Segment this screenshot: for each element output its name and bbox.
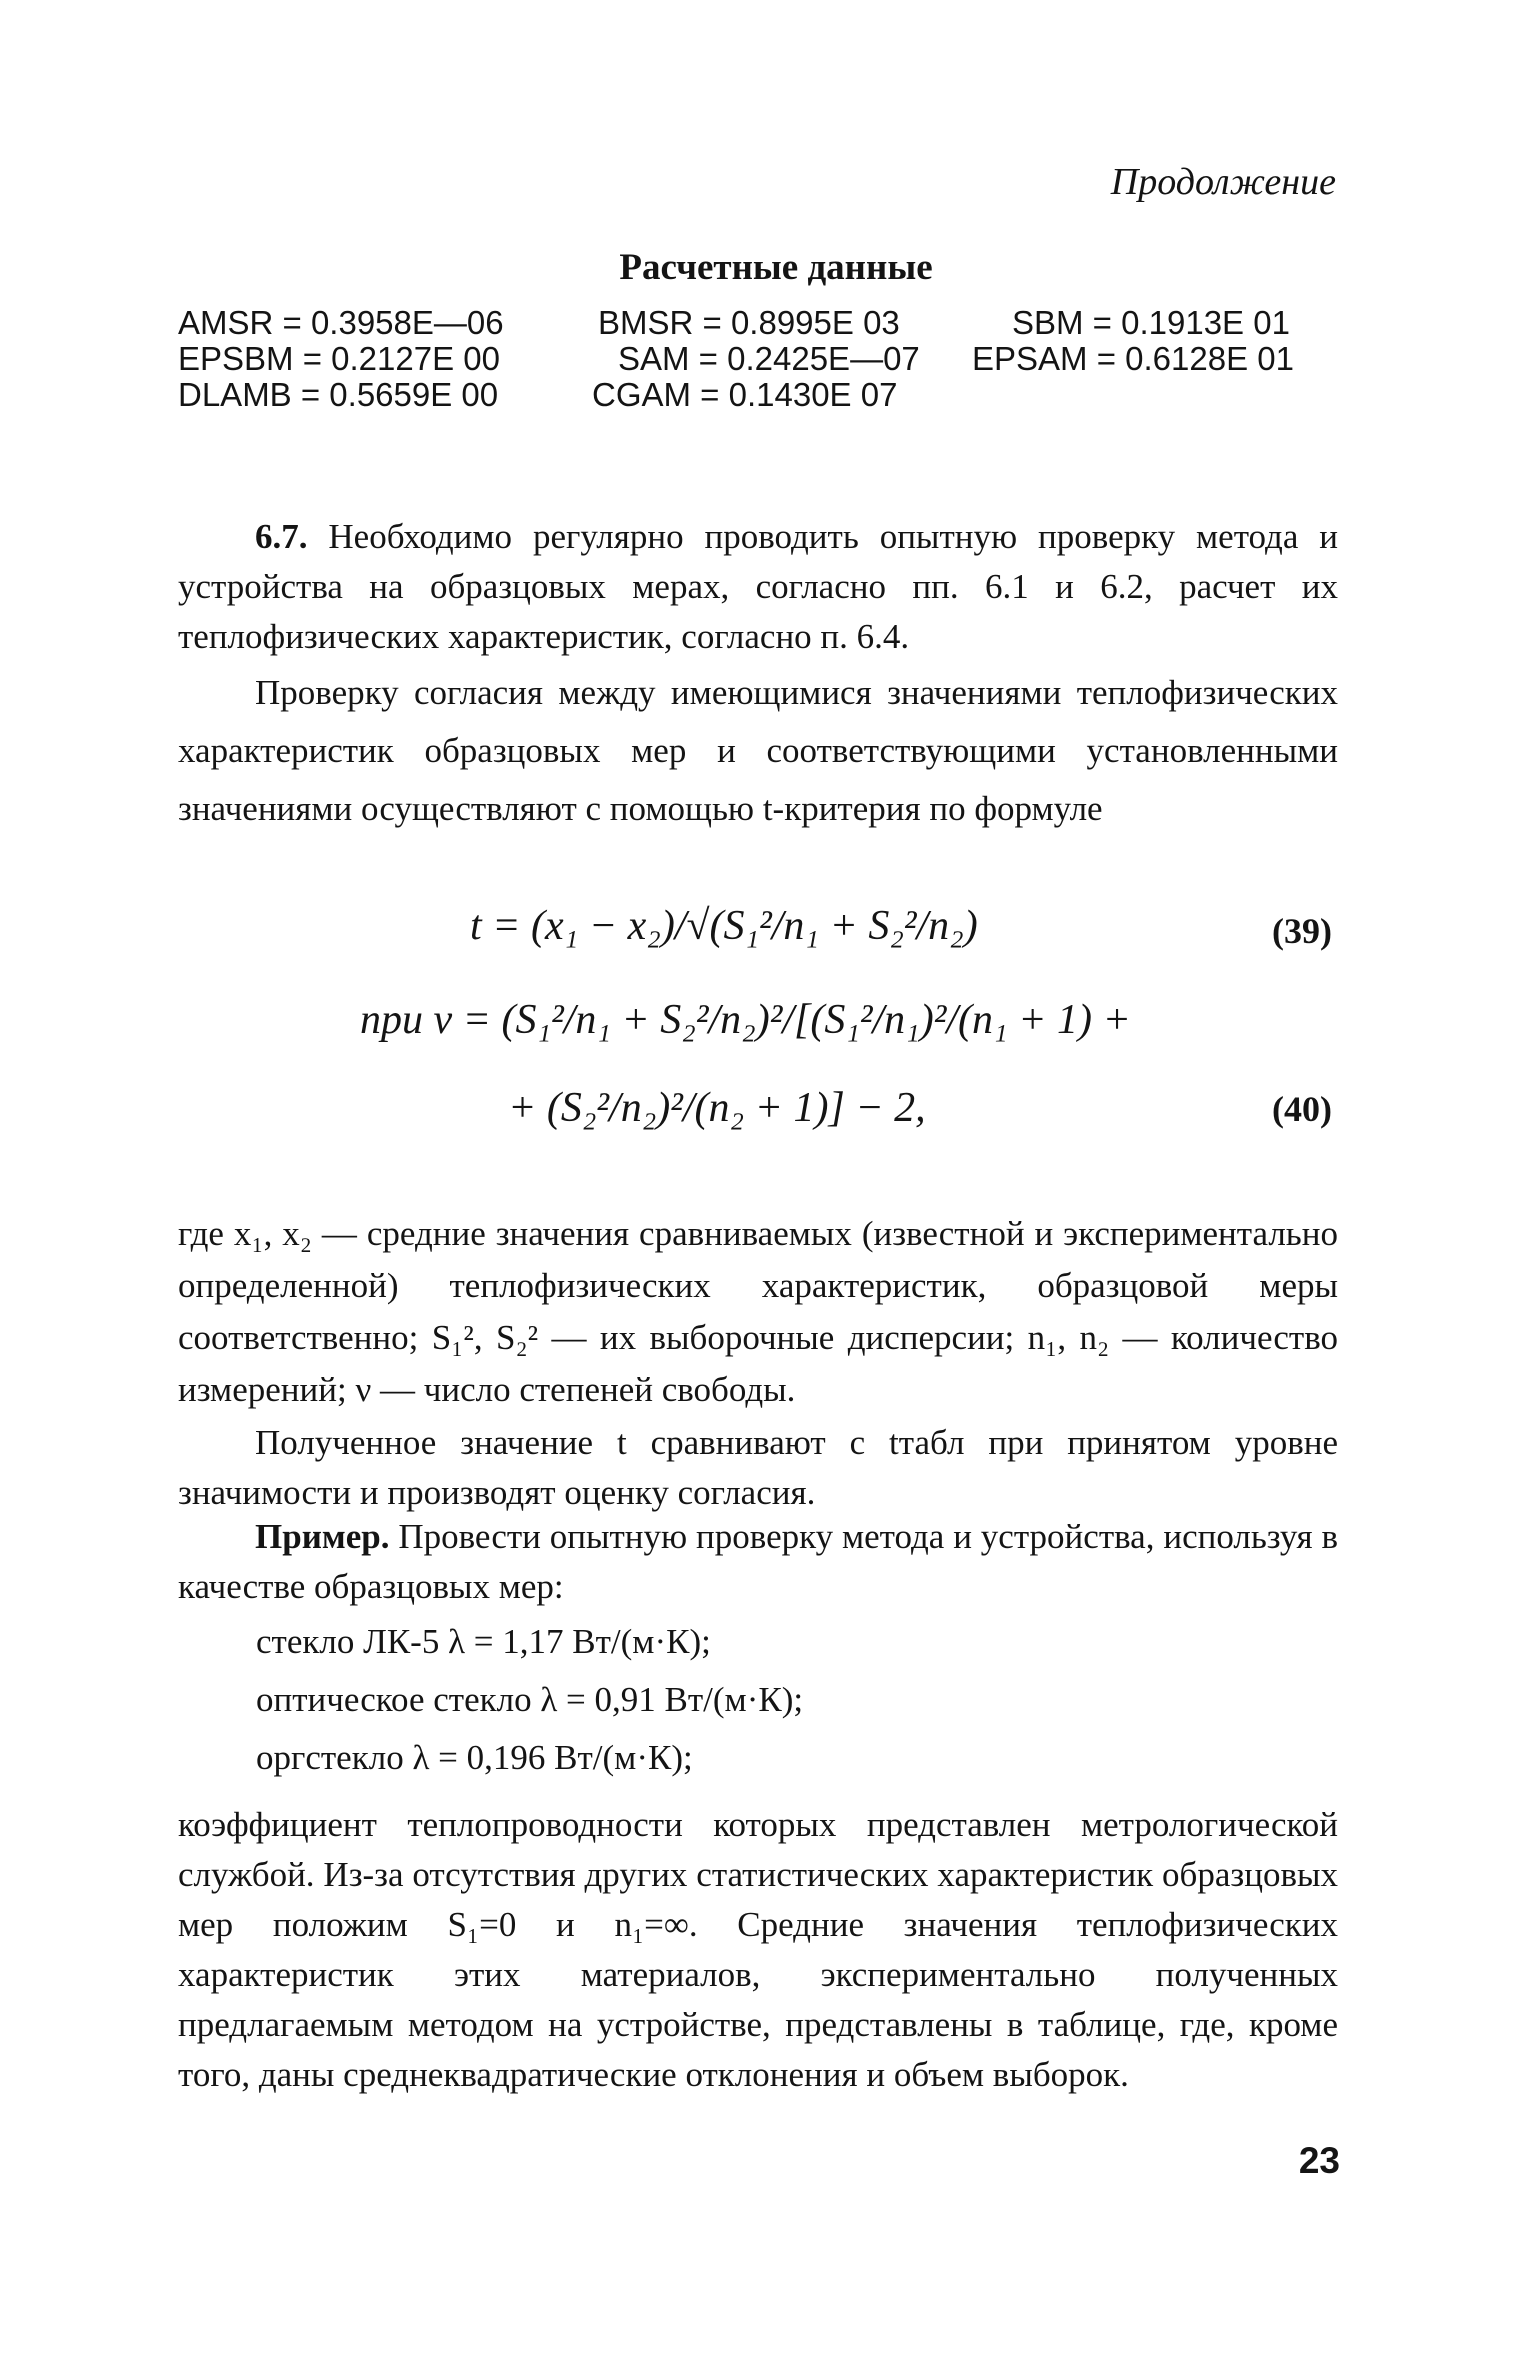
param-sam: SAM = 0.2425E—07 bbox=[618, 340, 920, 377]
section-number: 6.7. bbox=[255, 517, 308, 556]
param-epsam: EPSAM = 0.6128E 01 bbox=[972, 340, 1294, 377]
param-dlamb: DLAMB = 0.5659E 00 bbox=[178, 376, 499, 413]
param-amsr: AMSR = 0.3958E—06 bbox=[178, 304, 504, 341]
param-bmsr: BMSR = 0.8995E 03 bbox=[598, 304, 900, 341]
obtained-paragraph bbox=[178, 1418, 1338, 1518]
continuation-label: Продолжение bbox=[1110, 161, 1336, 203]
formula-40-number: (40) bbox=[1272, 1089, 1332, 1129]
obtained-text: Полученное значение t сравнивают с tтабл при принятом уровне значимости и производят оценку согласия. bbox=[178, 1423, 1338, 1512]
calc-data-heading: Расчетные данные bbox=[619, 247, 933, 288]
example-tail-text: коэффициент теплопроводности которых представлен метрологической службой. Из-за отсутствия других статистических характеристик образцовых мер положим S₁=0 и n₁=∞. Средние значения теплофизических характеристик этих материалов, экспериментально полученных предлагаемым методом на устройстве, представлены в таблице, где, кроме того, даны среднеквадратические отклонения и объем выборок. bbox=[178, 1805, 1338, 2094]
paragraph-check bbox=[178, 664, 1338, 838]
example-text: Провести опытную проверку метода и устройства, используя в качестве образцовых мер: bbox=[178, 1517, 1339, 1606]
where-text: где x₁, x₂ — средние значения сравниваемых (известной и экспериментально определенной) теплофизических характеристик, образцовой меры соответственно; S₁², S₂² — их выборочные дисперсии; n₁, n₂ — количество измерений; ν — число степеней свободы. bbox=[178, 1214, 1338, 1409]
formula-40-line2: + (S₂²/n₂)²/(n₂ + 1)] − 2, bbox=[508, 1085, 926, 1131]
example-item-2: оптическое стекло λ = 0,91 Вт/(м·К); bbox=[256, 1680, 804, 1719]
example-paragraph bbox=[178, 1512, 1338, 1612]
param-epsbm: EPSBM = 0.2127E 00 bbox=[178, 340, 500, 377]
example-label: Пример. bbox=[255, 1517, 390, 1556]
section-p1: Необходимо регулярно проводить опытную проверку метода и устройства на образцовых мерах, согласно пп. 6.1 и 6.2, расчет их теплофизических характеристик, согласно п. 6.4. bbox=[178, 517, 1338, 656]
page-number: 23 bbox=[1298, 2140, 1340, 2181]
formula-39: t = (x₁ − x₂)/√(S₁²/n₁ + S₂²/n₂) bbox=[470, 903, 978, 949]
formula-39-number: (39) bbox=[1272, 911, 1332, 951]
example-item-3: оргстекло λ = 0,196 Вт/(м·К); bbox=[256, 1738, 693, 1777]
param-sbm: SBM = 0.1913E 01 bbox=[1012, 304, 1290, 341]
formula-40-line1: при ν = (S₁²/n₁ + S₂²/n₂)²/[(S₁²/n₁)²/(n₁ + 1) + bbox=[360, 997, 1131, 1043]
param-cgam: CGAM = 0.1430E 07 bbox=[592, 376, 898, 413]
section-6-7 bbox=[178, 512, 1338, 662]
section-p2: Проверку согласия между имеющимися значениями теплофизических характеристик образцовых мер и соответствующими установленными значениями осуществляют с помощью t-критерия по формуле bbox=[178, 673, 1338, 828]
where-clause bbox=[178, 1208, 1338, 1416]
example-item-1: стекло ЛК-5 λ = 1,17 Вт/(м·К); bbox=[256, 1622, 711, 1661]
example-tail bbox=[178, 1800, 1338, 2100]
